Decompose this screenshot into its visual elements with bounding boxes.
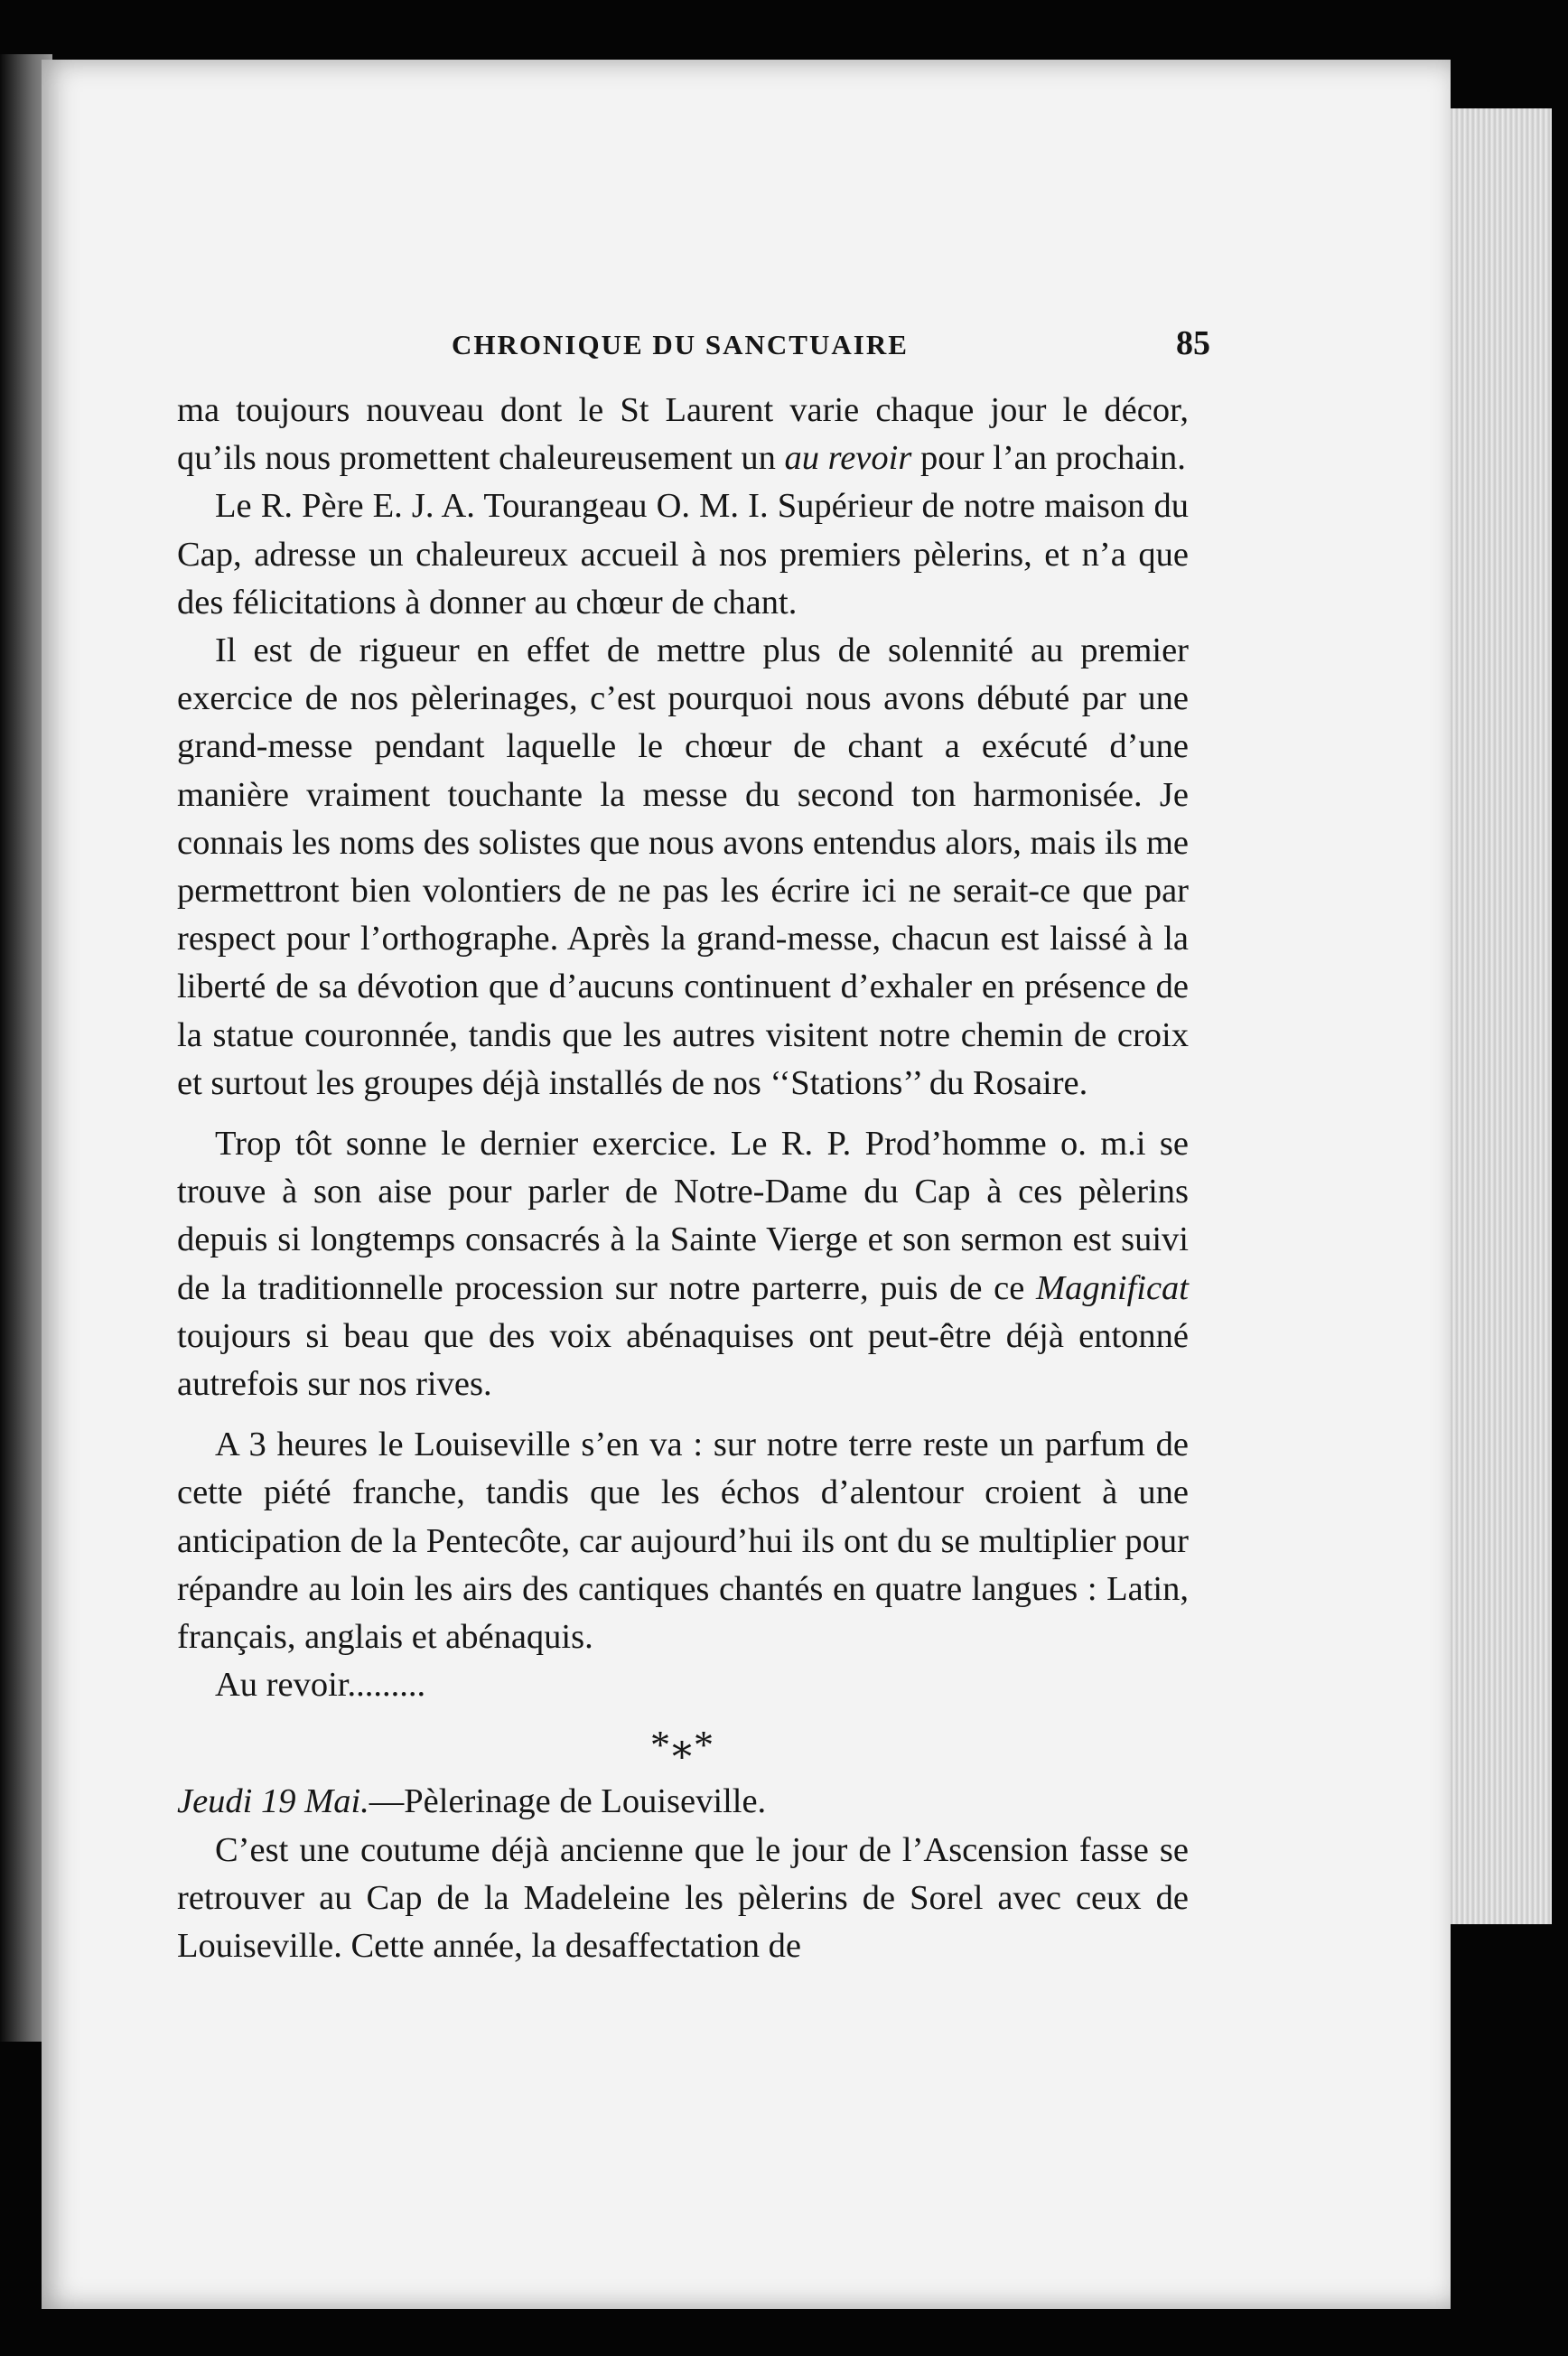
text-segment: A 3 heures le Louiseville s’en va : sur notre terre reste un parfum de cette piété franche, tandis que les échos d’alentour croient à une anticipation de la Pentecôte, car aujourd’hui ils ont du se multiplier pour répandre au loin les airs des cantiques chantés en quatre langues : Latin, français, anglais et abénaquis. bbox=[177, 1426, 1189, 1657]
text-segment: toujours si beau que des voix abénaquises ont peut-être déjà entonné autrefois sur nos rives. bbox=[177, 1316, 1189, 1404]
text-segment-italic: Magnificat bbox=[1036, 1268, 1189, 1307]
paragraph-4 bbox=[177, 1120, 1189, 1408]
text-segment: ma toujours nouveau dont le St Laurent varie chaque jour le décor, qu’ils nous promettent chaleureusement un bbox=[177, 391, 1189, 478]
paragraph-6 bbox=[177, 1661, 1189, 1709]
paragraph-2 bbox=[177, 482, 1189, 627]
text-segment-italic: au revoir bbox=[784, 439, 912, 478]
paragraph-5 bbox=[177, 1421, 1189, 1661]
page-edges bbox=[1443, 108, 1552, 1924]
text-segment: Le R. Père E. J. A. Tourangeau O. M. I. Supérieur de notre maison du Cap, adresse un chaleureux accueil à nos premiers pèlerins, et n’a que des félicitations à donner au chœur de chant. bbox=[177, 487, 1189, 622]
text-segment: pour l’an prochain. bbox=[911, 439, 1186, 478]
paragraph-1 bbox=[177, 387, 1189, 482]
dateline bbox=[177, 1778, 1189, 1826]
running-head-title: CHRONIQUE DU SANCTUAIRE bbox=[452, 329, 909, 360]
running-head bbox=[452, 323, 1210, 363]
closing-paragraph: C’est une coutume déjà ancienne que le jour de l’Ascension fasse se retrouver au Cap de la Madeleine les pèlerins de Sorel avec ceux de Louiseville. Cette année, la desaffectation de bbox=[177, 1830, 1189, 1966]
body-text bbox=[177, 387, 1189, 1970]
dateline-date: Jeudi 19 Mai. bbox=[177, 1782, 369, 1821]
text-segment: Trop tôt sonne le dernier exercice. Le R. P. Prod’homme o. m.i se trouve à son aise pour parler de Notre-Dame du Cap à ces pèlerins depuis si longtemps consacrés à la Sainte Vierge et son sermon est suivi de la traditionnelle procession sur notre parterre, puis de ce bbox=[177, 1125, 1189, 1307]
text-segment: Il est de rigueur en effet de mettre plus de solennité au premier exercice de nos pèlerinages, c’est pourquoi nous avons débuté par une grand-messe pendant laquelle le chœur de chant a exécuté d’une manière vraiment touchante la messe du second ton harmonisée. Je connais les noms des solistes que nous avons entendus alors, mais ils me permettront bien volontiers de ne pas les écrire ici ne serait-ce que par respect pour l’orthographe. Après la grand-messe, chacun est laissé à la liberté de sa dévotion que d’aucuns continuent d’exhaler en présence de la statue couronnée, tandis que les autres visitent notre chemin de croix et surtout les groupes déjà installés de nos ‘‘Stations’’ du Rosaire. bbox=[177, 631, 1189, 1102]
text-segment: Au revoir......... bbox=[215, 1666, 426, 1705]
dateline-title: —Pèlerinage de Louiseville. bbox=[369, 1782, 767, 1821]
section-separator: *⁎* bbox=[650, 1723, 715, 1768]
paragraph-3 bbox=[177, 627, 1189, 1108]
page-number: 85 bbox=[1176, 324, 1210, 362]
